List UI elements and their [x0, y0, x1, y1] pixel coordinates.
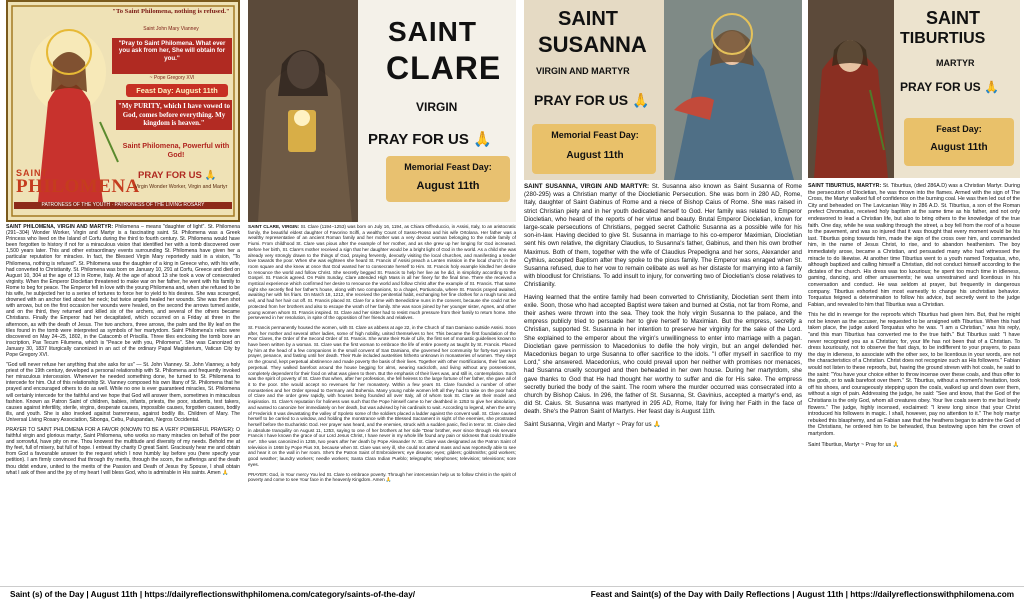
- clare-title: CLARE: [386, 50, 502, 86]
- paragraph: SAINT CLARE, VIRGIN: St. Clare (1194−1253) was born on July 16, 1194, as Chiara Offreduccio, in Assisi, Italy, to an aristocratic family, the beautiful eldest daughter of Favorino Sciffi, a wealthy Count of Sasso-Rosso and his wife Ortolana. Her father was a wealthy representative of an ancient Roman family and her mother was a very devout woman belonging to the noble family of Fiumi. From childhood St. Clare was pious after the example of her mother, and as she grew up her longing for God increased. Before her birth, St. Clare's mother received a sign that her daughter would be a bright light of God in the world. As a child she was already very strongly drawn to the things of God, praying fervently, devoutly visiting the local churches, and manifesting a tender love towards the poor. When she was eighteen she heard St. Francis of Assisi preach a Lenten mission in the local church; in the room square and she knew at once that God wanted her to consecrate herself to Him. St. Francis holy example kindled her desire to renounce the world and follow Christ. She secretly begged St. Francis to help her live as he did, in simplicity according to the Gospel. St. Francis agreed. On Palm Sunday, Clare attended High Mass in all her finery for the final time. There she received a mystical experience which confirmed her desire to renounce the world and follow Christ after the example of St. Francis. That same night she secretly fled her father's house, along with two companions, to a chapel, Portiuncula, where St. Francis prayed awaited, awaiting her with his friars. On March 18, 1212, she received the penitential habit, exchanging her fine clothes for a rough tunic and veil, and had her hair cut off. St. Francis placed St. Clare for a time with Benedictine nuns in the convent, because she could not be protected from her brothers and also to escape the wrath of her family. She was soon joined by her younger sister, Agnes, and other young women whom St. Francis inspired. St. Clare and her sister had to resist much pressure from their family to return home. She persevered in her resolution, in spite of the opposition of her friends and relatives.: [248, 224, 516, 321]
- philomena-image-card: [6, 0, 240, 222]
- lead-heading: SAINT CLARE, VIRGIN:: [248, 224, 300, 229]
- philomena-column: [6, 0, 240, 586]
- quote2: "Pray to Saint Philomena. What ever you ask from her, She will obtain for you.": [112, 38, 232, 74]
- philomena-title: PHILOMENA: [16, 176, 140, 197]
- footer-right-link[interactable]: Feast and Saint(s) of the Day with Daily Reflections | August 11th | https://dailyreflectionswithphilomena.com: [590, 590, 1014, 599]
- paragraph: PRAYER TO SAINT PHILOMENA FOR A FAVOR (KNOWN TO BE A VERY POWERFUL PRAYER): O faithful virgin and glorious martyr, Saint Philomena, who works so many miracles on behalf of the poor and sorrowful, have pity on me. Thou knowest the multitude and diversity of my needs. Behold me at thy feet, full of misery, but full of hope. I entreat thy charity O great Saint. Graciously hear me and obtain from God a favourable answer to the request which I now humbly lay before you (here specify your petition). I am firmly convinced that through thy merits, through the scorn, the sufferings and the death thou didst endure, united to the merits of the Passion and Death of Jesus thy Spouse, I shall obtain what I ask of thee and the joy of my heart I will bless God, who is admirable in His saints. Amen 🙏: [6, 427, 240, 476]
- lead-heading: SAINT PHILOMENA, VIRGIN AND MARTYR:: [6, 224, 114, 230]
- tiburtius-title: TIBURTIUS: [900, 30, 986, 47]
- paragraph: SAINT SUSANNA, VIRGIN AND MARTYR: St. Susanna also known as Saint Susanna of Rome (280-295) was a Christian martyr of the Diocletianic Persecution. She was born in 280 AD, Rome, Italy, daughter of Saint Gabinus of Rome and a niece of Bishop Caius of Rome. She was raised in strict Christian piety and in her youth dedicated herself to God. Her family was related to Emperor Diocletian, who heard of the reports of her virtue and beauty. Brutal Emperor Diocletian, known for large-scale persecutions of Christians, pegged secret Catholic Susanna as a possible wife for his son-in-law. Having decided to give St. Susanna in marriage to his co-emperor Maximian, Diocletian sent his own relative, the dignitary Claudius, to Susanna's father, Gabinus, and then his own brother Maximus. Both of them, together with the wife of Claudius Prepedigna and her sons, Alexander and Cythius, accepted Baptism after they spoke to the pious family. The Emperor was enraged when St. Susanna refused, due to her vow to remain celibate as well as her distaste for marrying into a family with bloodlust for Christians. To add insult to injury, for converting two of Diocletian's close relatives to Christianity.: [524, 183, 802, 289]
- susanna-image-card: [524, 0, 802, 180]
- footer-left-link[interactable]: Saint (s) of the Day | August 11th | https://dailyreflectionswithphilomena.com/category/saints-of-the-day/: [10, 590, 416, 599]
- tiburtius-column: [808, 0, 1020, 586]
- paragraph: Saint Tiburtius, Martyr ~ Pray for us 🙏: [808, 441, 900, 448]
- memorial-label: Memorial Feast Day:: [404, 162, 492, 172]
- memorial-label: Memorial Feast Day:: [551, 130, 639, 140]
- paragraph: SAINT TIBURTIUS, MARTYR: St. Tiburtius, (died 286A.D) was a Christian Martyr. During the persecution of Diocletian, he was thrown into the flames. Armed with the sign of The Cross, the Martyr walked full of confidence on the burning coal. He was then led out of the City and beheaded on The Lavicanian Way in 286 A.D. St. Tiburtius, a son of the Roman prefect Chromatius, received holy baptism at the same time as his father, and not only endeavored to lead a Christian life, but also to bring others to the knowledge of the true faith. One day, while he was walking through the street, a boy fell from the roof of a house to the pavement, and was so injured that it was thought that every moment would be his last. Tiburtius going towards him, made the sign of the cross over him, and commanded him, in the name of Jesus Christ, to rise, and to abandon heathenism. The boy immediately arose, became a Christian, and persuaded many who had witnessed the miracle to do likewise. At another time Tiburtius went to a youth named Torquatus, who, although baptized and calling himself a Christian, did not conduct himself according to the dictates of the church. His dress was too luxurious; he spent too much time in idleness, gaming, dancing, and other amusements; he was unrestrained and licentious in his conversation and conduct. He was seldom at prayer, but frequently in dangerous company. Tiburtius exhorted him most earnestly to change his unchristian behavior. Torquatus feigned a determination to follow his advice, but secretly went to the judge Fabian, and revealed to him that Tiburtius was a Christian.: [808, 183, 1020, 308]
- role-text: VIRGIN AND MARTYR: [536, 66, 630, 76]
- paragraph: SAINT PHILOMENA, VIRGIN AND MARTYR: Philomena – means "daughter of light". St. Philomena (291−304) Wonder Worker, Virgin and Martyr is a fascinating saint. St. Philomena was a Greek Princess who lived on the Island of Corfu during the third to fourth century. St. Philomena would have been forgotten to history if not for a miraculous vision that identified her with a tomb discovered over 1,500 years later. This and other extraordinary events surrounding St. Philomena have given her a particular reputation for miracles. In fact, the Blessed Virgin Mary reportedly said in a vision, "To Philomena, nothing is refused". St. Philomena was the daughter of a king in Greece who, with his wife, had converted to Christianity. St. Philomena was born on January 10, 291 at Corfu, Greece and died on August 10, 304 at the age of 13 in Rome, Italy. At the age of about 13 she took a vow of consecrated virginity. When the Emperor Diocletian threatened to make war on her father, he went with his family to Rome to beg for peace. The Emperor fell in love with the young Philomena and, when she refused to be his wife, he subjected her to a series of tortures to force her to yield to his desires. She was scourged, drowned with an anchor tied about her neck; but twice angels healed her wounds. She was then shot with arrows, but on the first occasion her wounds were healed, on the second the arrows turned aside, and on the third, they returned and killed six of the archers, and several of the others became Christians. Finally the Emperor had her decapitated, which occurred on a Friday at three in the afternoon, as with the death of Jesus. The two anchors, three arrows, the palm and the lily leaf on the tiles found in the tomb were interpreted as symbols of her martyrdom. Saint Philomena's relics were discovered on May 24–25, 1802, in the Catacomb of Priscilla. Three tiles enclosing the tomb bore an inscription, Pax Tecum Filumena, which is "Peace be with you, Philomena". She was Canonized on January 30, 1837 liturgically canonized in an act of the ordinary Papal Magisterium, Vatican City by Pope Gregory XVI.: [6, 224, 240, 358]
- role-text: VIRGIN: [416, 100, 458, 114]
- praying-hands-icon: 🙏: [984, 80, 999, 94]
- powerful-text: Saint Philomena, Powerful with God!: [122, 141, 230, 159]
- paragraph: Saint Susanna, Virgin and Martyr ~ Pray for us 🙏: [524, 420, 662, 428]
- page-footer: [0, 586, 1024, 603]
- saint-label: SAINT: [558, 8, 618, 30]
- role-text: MARTYR: [936, 58, 975, 68]
- patron-text: PATRONESS OF THE YOUTH · PATRONESS OF THE LIVING ROSARY: [14, 202, 232, 209]
- paragraph: PRAYER: God, in Your mercy You led St. Clare to embrace poverty. Through her intercession help us to follow Christ in the spirit of poverty and come to see Your face in the heavenly Kingdom. Amen 🙏: [248, 471, 516, 483]
- quote1: "To Saint Philomena, nothing is refused.": [112, 8, 230, 15]
- paragraph: St. Francis permanently housed the women, with St. Clare as abbess at age 22, in the Church of San Damiano outside Assisi. Soon after, her mother and several other ladies, some of high nobility, united themselves to her. This became the first foundation of the Poor Clares, the Order of the Second Order of St. Francis. She wrote their Rule of Life, the first set of monastic guidelines known to have been written by a woman. St. Clare was the first woman to embrace the life of entire poverty as taught by St. Francis. Placed by him at the head of a few companions in the small convent of San Damiano, she governed her community for forty-two years in prayer, penance, and fasting until her death. Their Rule included austerities hitherto unknown in monasteries of women. They slept on the ground, kept perpetual abstinence and made poverty the basis of their lives. Together with other mortifications, their fast was perpetual. They walked barefoot around the house begging for alms, wearing sackcloth, and living without any possessions, completely dependent for their food on what was given to them. But the emphasis of their lives was, and still is, contemplation. Such was the spirit of poverty of St. Clare that when, after her profession, she fell heiress to the large fortune of her father, she gave all of it to the poor. She would accept no revenues for her monastery. Within a few years St. Clare founded a number of other monasteries and her Order spread to Germany and Bohemia. Many young noble women left all they had to take on the poor habit of Clare and the order grew rapidly, with houses being founded all over Italy, all of whom took St. Clare as their model and inspiration. St. Clare's reputation for holiness was such that the Pope himself came to her deathbed in 1253 to give her absolution, and wanted to canonize her immediately on her death, but was advised by his cardinals to wait. According to legend, when the army of Frederick II was devastating the valley of Spoleto some of the soldiers placed a ladder against the convent wall. St. Clare caused herself to be carried to a window, and holding the monstrance with the Blessed Sacrament in sight of the enemies, she prostrated herself before the Eucharistic God. Her prayer was heard, and the enemies, struck with a sudden panic, fled in terror. St. Claire died in absolute tranquility on August 11, 1253, saying to one of her brothers at her side "Dear brother, ever since through His servant Francis I have known the grace of our Lord Jesus Christ, I have never in my whole life found any pain or sickness that could trouble me". She was canonized in 1255, two years after her death by Pope Alexander IV. St. Clare was designated as the Patron Saint of television in 1958 by Pope Pius XII, because when St. Clare was very ill, she could not attend mass and was reportedly able to see and hear it on the wall in her room. She's the Patron Saint of Embroiderers; eye disease; eyes; gilders; goldsmiths; gold workers; good weather; laundry workers; needle workers; Santa Clara Indian Pueblo; telegraphs; telephones; television; televisions; sore eyes.: [248, 324, 516, 467]
- pray-for-us: PRAY FOR US 🙏: [138, 170, 217, 181]
- saint-label: SAINT: [16, 168, 48, 178]
- pray-for-us: PRAY FOR US 🙏: [534, 92, 650, 108]
- role-text: Virgin Wonder Worker, Virgin and Martyr: [134, 184, 228, 190]
- praying-hands-icon: 🙏: [473, 131, 492, 148]
- clare-text: [248, 224, 516, 487]
- praying-hands-icon: 🙏: [204, 170, 217, 181]
- pray-for-us: PRAY FOR US 🙏: [900, 80, 999, 94]
- quote1-attr: Saint John Mary Vianney: [143, 26, 199, 32]
- quote3: "My PURITY, which I have vowed to God, comes before everything. My kingdom is heaven.": [116, 100, 232, 130]
- feast-day-badge: Feast Day: August 11th: [126, 84, 228, 97]
- paragraph: This he did in revenge for the reproofs which Tiburtius had given him. But, that he might not be known as the accuser, he requested to be arraigned with Tiburtius. When this had taken place, the judge asked Torquatus who he was. "I am a Christian," was his reply, "and this man Tiburtius has converted me to the true faith." But Tiburtius said: "I have never recognized you as a Christian; for, your life has not been that of a Christian. To dress luxuriously, not to observe the fast days, to be indifferent to your prayers, to pass the day in idleness, to associate with the other sex, to be licentious in your words, are not the characteristics of a Christian. Christ does not recognize such as His followers." Fabian would not listen to these reproofs, but, having the ground strewn with hot coals, he said to the saint: "You have your choice either to throw incense over these coals, and thus offer to the gods, or to walk barefoot over them." St. Tiburtius, without a moment's hesitation, took off his shoes, and courageously stepping upon the coals, walked up and down over them, without a sign of pain. Addressing the judge, he said: "See and know, that the God of the Christians is the only God, whom all creatures obey. Your live coals seem to me but lovely flowers." The judge, highly incensed, exclaimed: "I knew long since that your Christ introduced his followers in magic. I shall, however, pay no attention to it." The holy martyr rebuked this blasphemy, and as Fabian saw that the heathens began to admire the God of the Christians, he ordered him to be beheaded, thus bestowing upon him the crown of martyrdom.: [808, 312, 1020, 437]
- tiburtius-image-card: [808, 0, 1020, 178]
- clare-column: [248, 0, 516, 586]
- paragraph: "God will never refuse her anything that she asks for us" — St. John Vianney. St. John Vianney, a holy priest of the 19th century, developed a personal relationship with St. Philomena and frequently invoked her miraculous intercession. Whenever he needed something done, he turned to St. Philomena to intercede for him. Out of this relationship St. Vianney composed his own litany of St. Philomena that he prayed and encouraged others to do as well. While no one is ever guaranteed miracles, St. Philomena will certainly intercede for the faithful and we hope that God will answer them, sometimes in miraculous fashion. Known as Patron Saint of children, babies, infants, priests, the poor, students, test takers, causes against infertility, sterile, virgins, desperate causes, impossible causes, forgotten causes, bodily ills, and youth. She is also invoked against barrenness, against bodily ills. Children of Mary. The Universal Living Rosary Association, Sibonga, Cebu, Pulupandan, Negros Occidental.: [6, 362, 240, 423]
- feast-date: August 11th: [930, 142, 988, 153]
- susanna-text: [524, 183, 802, 433]
- praying-hands-icon: 🙏: [632, 92, 650, 108]
- saint-label: SAINT: [926, 8, 980, 28]
- feast-label: Feast Day:: [936, 124, 982, 134]
- pray-for-us: PRAY FOR US 🙏: [368, 131, 492, 148]
- lead-heading: SAINT TIBURTIUS, MARTYR:: [808, 183, 882, 189]
- lead-heading: SAINT SUSANNA, VIRGIN AND MARTYR:: [524, 183, 650, 190]
- susanna-title: SUSANNA: [538, 32, 647, 57]
- tiburtius-text: [808, 183, 1020, 452]
- quote2-attr: ~ Pope Gregory XVI: [149, 75, 195, 81]
- clare-image-card: [248, 0, 516, 222]
- paragraph: Having learned that the entire family had been converted to Christianity, Diocletian sent them into exile. Soon, those who had accepted Baptist were taken and burned at Ostia, not far from Rome, and their ashes were thrown into the sea. They took the holy virgin Susanna to the palace, and the empress publicly tried to persuade her to give herself to Maximian. But the empress, secretly a Christian, supported St. Susanna in her intention to preserve her virginity for the sake of the Lord. She explained to the emperor about the virgin's unwillingness to enter into marriage with a pagan. Diocletian gave permission to Macedonius to defile the holy virgin, but an angel defended her. Macedonius began to urge Susanna to offer sacrifice to the idols. "I offer myself in sacrifice to my Lord," she answered. Macedonius, who could prevail upon her neither with promises nor menaces, had Susanna cruelly scourged and then beheaded in her own house. During her martyrdom, she gave thanks to God that He had thought her worthy to suffer and die for His sake. The empress secretly buried the body of the saint. The room where the murder occurred was consecrated into a church by Bishop Caius. In 296, the father of St. Susanna, St. Gavinius, accepted a martyr's end, as did St. Caius. St. Susanna was martyred in 295 AD, Rome, Italy for living her Faith in the face of death. She's the Patron Saint of Martyrs. Her feast day is August 11th.: [524, 293, 802, 416]
- saint-label: SAINT: [388, 16, 477, 47]
- memorial-date: August 11th: [566, 150, 624, 161]
- susanna-column: [524, 0, 802, 586]
- philomena-text: [6, 224, 240, 480]
- memorial-date: August 11th: [416, 180, 480, 192]
